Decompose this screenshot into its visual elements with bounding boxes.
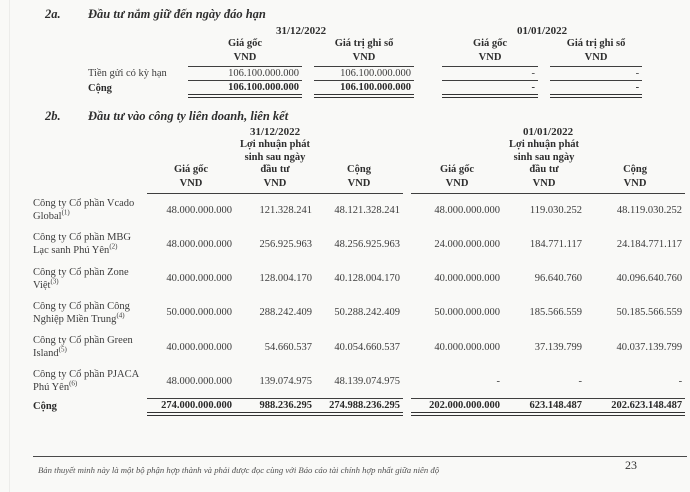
value-cell: 50.288.242.409	[334, 307, 401, 319]
company-name-cell	[33, 330, 147, 364]
period-prior-label: 01/01/2022	[516, 25, 568, 37]
value-cell: 48.256.925.963	[334, 238, 401, 250]
section-2b-number: 2b.	[45, 109, 61, 124]
value-cell: -	[496, 375, 501, 387]
unit-label: VND	[235, 178, 315, 193]
period-prior-label: 01/01/2022	[522, 126, 574, 139]
footnote-ref: (6)	[69, 379, 78, 388]
value-cell: 48.121.328.241	[334, 204, 401, 216]
value-cell: 50.000.000.000	[166, 307, 232, 319]
table-row	[33, 262, 685, 296]
period-header-row	[88, 24, 642, 37]
value-cell: 48.000.000.000	[166, 375, 232, 387]
total-value-cell: 106.100.000.000	[188, 81, 302, 97]
col-header-cost: Giá gốc	[227, 38, 263, 49]
col-header-cost: Giá gốc	[173, 164, 209, 176]
section-2b-title: Đầu tư vào công ty liên doanh, liên kết	[88, 109, 289, 124]
value-cell: -	[678, 375, 683, 387]
company-name-cell	[33, 227, 147, 261]
value-cell: 50.000.000.000	[434, 307, 501, 319]
total-label: Cộng	[88, 82, 112, 94]
total-value-cell: 988.236.295	[235, 399, 315, 415]
col-header-book-value: Giá trị ghi sổ	[334, 38, 394, 49]
unit-label: VND	[585, 178, 685, 193]
value-cell: -	[550, 67, 642, 81]
value-cell: 106.100.000.000	[314, 67, 414, 81]
value-cell: -	[442, 67, 538, 81]
table-row	[33, 296, 685, 330]
section-2a-number: 2a.	[45, 7, 61, 21]
total-value-cell: -	[442, 81, 538, 97]
section-2b-heading	[45, 109, 690, 124]
table-row	[33, 193, 685, 227]
value-cell: 54.660.537	[264, 341, 312, 353]
value-cell: 37.139.799	[534, 341, 583, 353]
value-cell: 119.030.252	[529, 204, 583, 216]
unit-label: VND	[442, 52, 538, 67]
unit-label: VND	[411, 178, 503, 193]
table-row	[88, 67, 642, 81]
value-cell: 40.000.000.000	[166, 273, 232, 285]
total-value-cell: 274.988.236.295	[315, 399, 403, 415]
company-name-cell	[33, 262, 147, 296]
value-cell: 185.566.559	[529, 307, 583, 319]
col-header-cost: Giá gốc	[439, 164, 475, 176]
value-cell: 128.004.170	[259, 273, 312, 285]
total-row	[33, 399, 685, 415]
value-cell: 40.000.000.000	[434, 273, 501, 285]
period-current-label: 31/12/2022	[275, 25, 327, 37]
value-cell: 40.037.139.799	[616, 341, 683, 353]
value-cell: 184.771.117	[529, 238, 583, 250]
col-header-profit: Lợi nhuận phát sinh sau ngày đầu tư	[509, 139, 580, 176]
unit-label: VND	[503, 178, 585, 193]
unit-label: VND	[315, 178, 403, 193]
footnote-ref: (1)	[61, 208, 70, 217]
value-cell: 48.119.030.252	[616, 204, 683, 216]
total-row	[88, 81, 642, 97]
value-cell: 40.000.000.000	[166, 341, 232, 353]
value-cell: 288.242.409	[259, 307, 312, 319]
value-cell: 40.128.004.170	[334, 273, 401, 285]
value-cell: 121.328.241	[259, 204, 312, 216]
row-label: Tiền gửi có kỳ hạn	[88, 68, 167, 80]
page-number: 23	[625, 458, 637, 472]
unit-row	[88, 52, 642, 67]
unit-label: VND	[188, 52, 302, 67]
company-name: Công ty Cổ phần Green Island	[33, 335, 133, 360]
company-name: Công ty Cổ phần Zone Việt	[33, 266, 129, 291]
table-row	[33, 364, 685, 398]
value-cell: 50.185.566.559	[616, 307, 683, 319]
company-name: Công ty Cổ phần PJACA Phú Yên	[33, 369, 139, 394]
total-value-cell: 202.000.000.000	[411, 399, 503, 415]
associates-investments-table	[33, 125, 685, 416]
value-cell: 256.925.963	[259, 238, 312, 250]
col-header-book-value: Giá trị ghi sổ	[566, 38, 626, 49]
table-row	[33, 227, 685, 261]
column-header-row	[33, 138, 685, 178]
value-cell: -	[578, 375, 583, 387]
value-cell: 139.074.975	[259, 375, 312, 387]
company-name-cell	[33, 193, 147, 227]
col-header-profit: Lợi nhuận phát sinh sau ngày đầu tư	[239, 139, 311, 176]
footnote-ref: (5)	[58, 345, 67, 354]
value-cell: 96.640.760	[534, 273, 583, 285]
page-footer	[0, 456, 690, 478]
footer-note: Bản thuyết minh này là một bộ phận hợp thành và phải được đọc cùng với Báo cáo tài chính hợp nhất giữa niên độ	[38, 465, 440, 475]
unit-row	[33, 178, 685, 193]
company-name-cell	[33, 364, 147, 398]
company-name: Công ty Cổ phần Vcado Global	[33, 198, 135, 223]
value-cell: 48.139.074.975	[334, 375, 401, 387]
unit-label: VND	[550, 52, 642, 67]
value-cell: 24.000.000.000	[434, 238, 501, 250]
total-value-cell: 202.623.148.487	[585, 399, 685, 415]
col-header-cost: Giá gốc	[472, 38, 508, 49]
held-to-maturity-table	[88, 24, 642, 98]
value-cell: 48.000.000.000	[166, 238, 232, 250]
col-header-total: Cộng	[623, 164, 648, 176]
value-cell: 40.096.640.760	[616, 273, 683, 285]
column-header-row	[88, 37, 642, 52]
value-cell: 40.000.000.000	[434, 341, 501, 353]
company-name: Công ty Cổ phần Công Nghiệp Miền Trung	[33, 300, 130, 325]
total-value-cell: 623.148.487	[503, 399, 585, 415]
value-cell: 48.000.000.000	[166, 204, 232, 216]
footnote-ref: (4)	[116, 311, 125, 320]
table-row	[33, 330, 685, 364]
scan-edge-line	[9, 0, 10, 492]
value-cell: 48.000.000.000	[434, 204, 501, 216]
total-value-cell: 106.100.000.000	[314, 81, 414, 97]
value-cell: 106.100.000.000	[188, 67, 302, 81]
footnote-ref: (3)	[50, 277, 59, 286]
total-label: Cộng	[33, 400, 57, 412]
section-2a-heading	[45, 7, 690, 22]
unit-label: VND	[147, 178, 235, 193]
company-name: Công ty Cổ phần MBG Lạc sanh Phú Yên	[33, 232, 132, 257]
value-cell: 40.054.660.537	[334, 341, 401, 353]
unit-label: VND	[314, 52, 414, 67]
total-value-cell: 274.000.000.000	[147, 399, 235, 415]
period-current-label: 31/12/2022	[249, 126, 301, 139]
value-cell: 24.184.771.117	[616, 238, 683, 250]
section-2a-title: Đầu tư nắm giữ đến ngày đáo hạn	[88, 7, 266, 21]
total-value-cell: -	[550, 81, 642, 97]
footnote-ref: (2)	[109, 242, 118, 251]
col-header-total: Cộng	[347, 164, 371, 176]
company-name-cell	[33, 296, 147, 330]
period-header-row	[33, 125, 685, 138]
